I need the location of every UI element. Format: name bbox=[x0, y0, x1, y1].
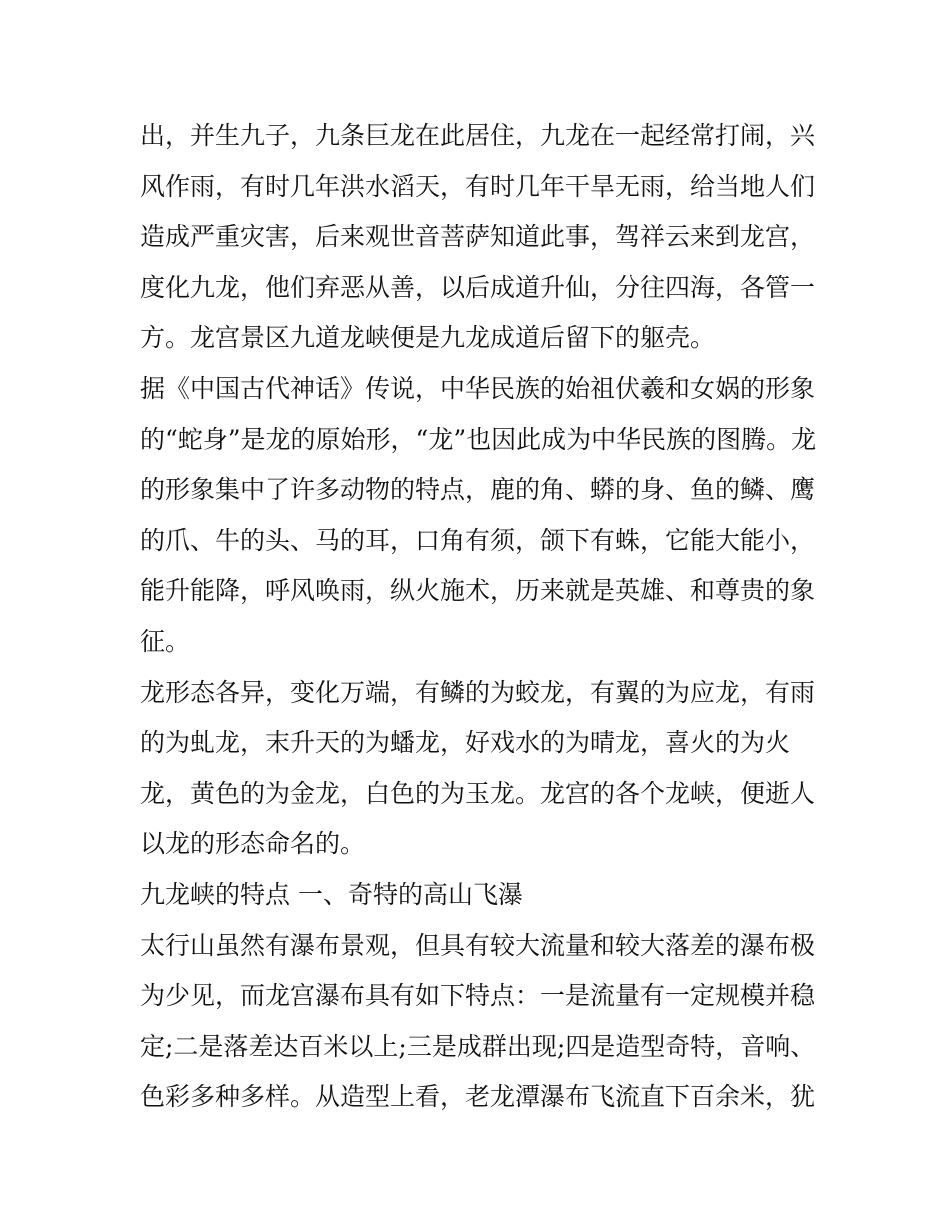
document-body bbox=[140, 111, 820, 1123]
text-line: 为少见，而龙宫瀑布具有如下特点：一是流量有一定规模并稳 bbox=[140, 981, 816, 1011]
text-line: 出，并生九子，九条巨龙在此居住，九龙在一起经常打闹，兴 bbox=[140, 121, 816, 150]
text-line: 的“蛇身”是龙的原始形，“龙”也因此成为中华民族的图腾。龙 bbox=[140, 424, 817, 454]
section-heading: 九龙峡的特点 一、奇特的高山飞瀑 bbox=[140, 879, 523, 909]
text-line: 度化九龙，他们弃恶从善，以后成道升仙，分往四海，各管一 bbox=[140, 272, 816, 302]
text-line: 方。龙宫景区九道龙峡便是九龙成道后留下的躯壳。 bbox=[140, 323, 716, 353]
text-line: 的爪、牛的头、马的耳，口角有须，颌下有蛛，它能大能小， bbox=[140, 525, 816, 555]
text-line: 风作雨，有时几年洪水滔天，有时几年干旱无雨，给当地人们 bbox=[140, 171, 816, 201]
text-line: 能升能降，呼风唤雨，纵火施术，历来就是英雄、和尊贵的象 bbox=[140, 576, 816, 606]
text-line: 征。 bbox=[140, 626, 191, 656]
text-line: 太行山虽然有瀑布景观，但具有较大流量和较大落差的瀑布极 bbox=[140, 930, 816, 960]
text-line: 龙，黄色的为金龙，白色的为玉龙。龙宫的各个龙峡，便逝人 bbox=[140, 778, 816, 808]
text-line: 以龙的形态命名的。 bbox=[140, 829, 366, 859]
text-line: 的为虬龙，末升天的为蟠龙，好戏水的为晴龙，喜火的为火 bbox=[140, 728, 791, 758]
text-line: 的形象集中了许多动物的特点，鹿的角、蟒的身、鱼的鳞、鹰 bbox=[140, 475, 816, 505]
text-line: 定;二是落差达百米以上;三是成群出现;四是造型奇特，音响、 bbox=[140, 1031, 816, 1061]
text-line: 造成严重灾害，后来观世音菩萨知道此事，驾祥云来到龙宫， bbox=[140, 222, 816, 252]
text-line: 色彩多种多样。从造型上看，老龙潭瀑布飞流直下百余米，犹 bbox=[140, 1082, 816, 1112]
text-line: 龙形态各异，变化万端，有鳞的为蛟龙，有翼的为应龙，有雨 bbox=[140, 677, 816, 707]
text-line: 据《中国古代神话》传说，中华民族的始祖伏羲和女娲的形象 bbox=[140, 373, 816, 403]
